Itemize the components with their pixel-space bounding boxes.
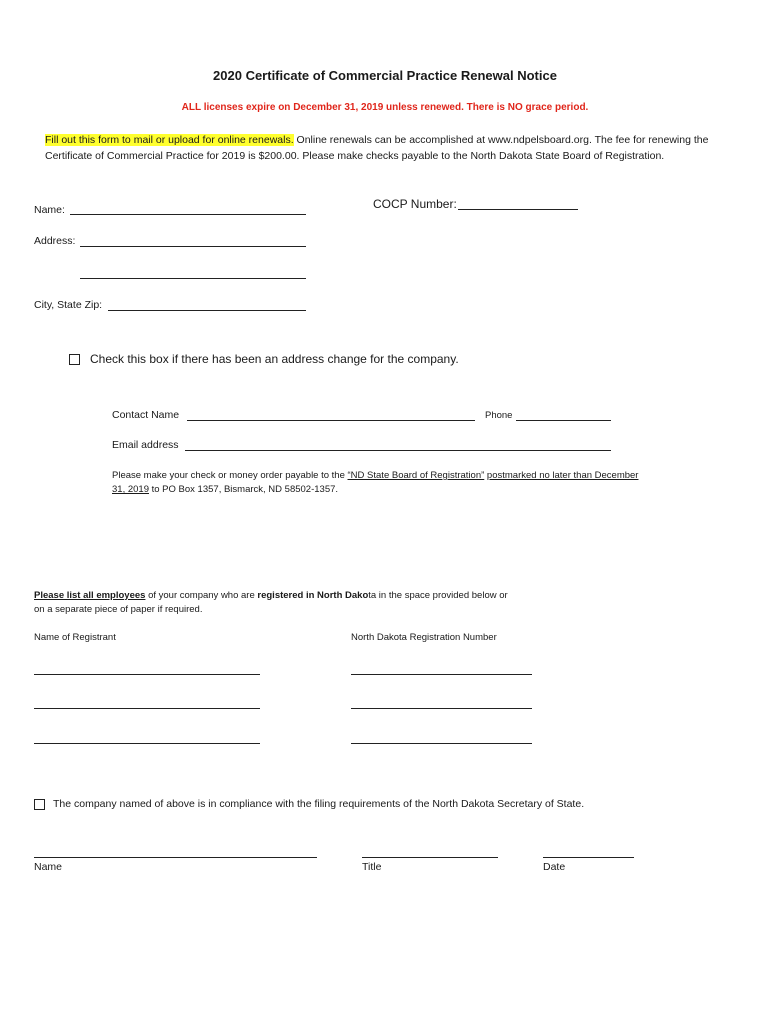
email-label: Email address [112, 439, 179, 451]
registration-number-field[interactable] [351, 708, 532, 709]
expiration-warning: ALL licenses expire on December 31, 2019 unless renewed. There is NO grace period. [181, 102, 589, 113]
deadline-date: 31, 2019 [112, 484, 149, 495]
cocp-number-field[interactable] [458, 209, 578, 210]
signature-date-label: Date [543, 861, 566, 873]
name-label: Name: [34, 204, 65, 216]
signature-title-label: Title [362, 861, 382, 873]
signature-date-field[interactable] [543, 857, 634, 858]
registrant-column-header: Name of Registrant [34, 632, 116, 643]
registration-number-field[interactable] [351, 743, 532, 744]
page-title: 2020 Certificate of Commercial Practice Renewal Notice [213, 68, 557, 83]
signature-name-label: Name [34, 861, 63, 873]
payment-instructions: Please make your check or money order payable to the “ND State Board of Registration” postmarked no later than December 31, 2019 to PO Box 1357, Bismarck, ND 58502-1357. [112, 470, 639, 495]
registrant-name-field[interactable] [34, 708, 260, 709]
compliance-checkbox[interactable] [34, 799, 45, 810]
registration-number-column-header: North Dakota Registration Number [351, 632, 497, 643]
contact-name-label: Contact Name [112, 409, 180, 421]
contact-name-field[interactable] [187, 420, 475, 421]
payee-name: “ND State Board of Registration” [347, 470, 485, 481]
registrant-name-field[interactable] [34, 743, 260, 744]
intro-text: Online renewals can be accomplished at www.ndpelsboard.org. The fee for renewing the Certificate of Commercial Practice for 2019 is $200.00. Please make checks payable to the North Dakota State Board of Registration. [45, 134, 709, 162]
address-change-label: Check this box if there has been an address change for the company. [90, 352, 459, 366]
intro-paragraph [45, 132, 725, 164]
city-state-zip-label: City, State Zip: [34, 299, 103, 311]
phone-field[interactable] [516, 420, 611, 421]
address-label: Address: [34, 235, 76, 247]
registration-number-field[interactable] [351, 674, 532, 675]
employees-instructions: Please list all employees of your company who are registered in North Dakota in the space provided below or on a separate piece of paper if required. [34, 590, 508, 615]
signature-title-field[interactable] [362, 857, 498, 858]
registrant-name-field[interactable] [34, 674, 260, 675]
compliance-label: The company named of above is in compliance with the filing requirements of the North Dakota Secretary of State. [53, 798, 585, 810]
address-change-checkbox[interactable] [69, 354, 80, 365]
address-line-1-field[interactable] [80, 246, 306, 247]
phone-label: Phone [485, 410, 513, 421]
email-field[interactable] [185, 450, 611, 451]
intro-highlight: Fill out this form to mail or upload for online renewals. [45, 134, 294, 146]
signature-name-field[interactable] [34, 857, 317, 858]
address-line-2-field[interactable] [80, 278, 306, 279]
city-state-zip-field[interactable] [108, 310, 306, 311]
name-field[interactable] [70, 214, 306, 215]
cocp-number-label: COCP Number: [373, 197, 457, 211]
